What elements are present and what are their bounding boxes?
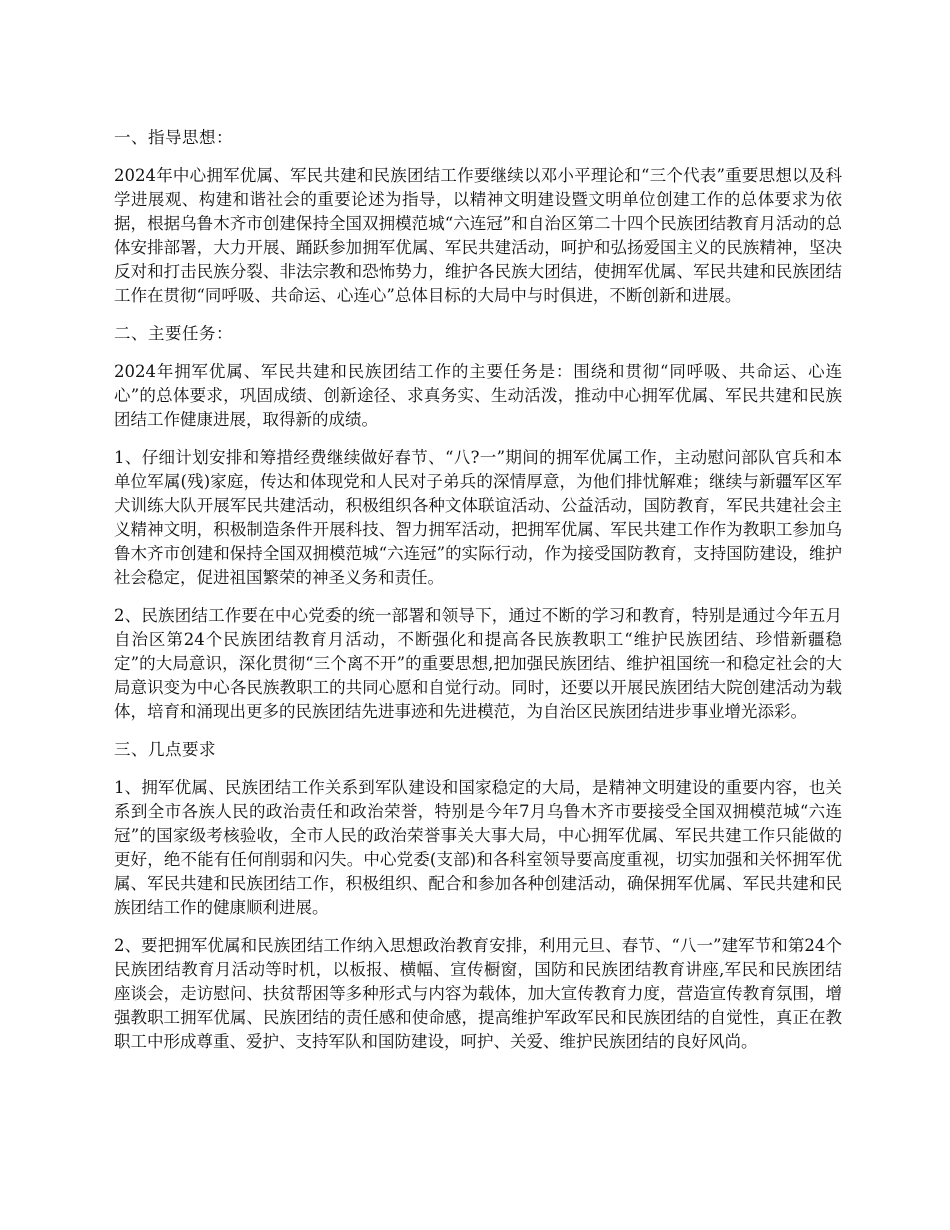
section-heading-main-tasks: 二、主要任务： xyxy=(114,324,233,343)
paragraph-main-tasks-intro: 2024年拥军优属、军民共建和民族团结工作的主要任务是：围绕和贯彻“同呼吸、共命运、心连心”的总体要求，巩固成绩、创新途径、求真务实、生动活泼，推动中心拥军优属、军民共建和民族团结工作健康进展，取得新的成绩。 xyxy=(114,362,842,429)
section-heading-requirements: 三、几点要求 xyxy=(114,740,216,759)
paragraph-main-tasks-item-2: 2、民族团结工作要在中心党委的统一部署和领导下，通过不断的学习和教育，特别是通过今年五月自治区第24个民族团结教育月活动，不断强化和提高各民族教职工“维护民族团结、珍惜新疆稳定”的大局意识，深化贯彻“三个离不开”的重要思想,把加强民族团结、维护祖国统一和稳定社会的大局意识变为中心各民族教职工的共同心愿和自觉行动。同时，还要以开展民族团结大院创建活动为载体，培育和涌现出更多的民族团结先进事迹和先进模范，为自治区民族团结进步事业增光添彩。 xyxy=(114,606,842,721)
section-heading-guiding-ideology: 一、指导思想： xyxy=(114,128,233,147)
paragraph-guiding-ideology: 2024年中心拥军优属、军民共建和民族团结工作要继续以邓小平理论和“三个代表”重要思想以及科学进展观、构建和谐社会的重要论述为指导，以精神文明建设暨文明单位创建工作的总体要求为依据，根据乌鲁木齐市创建保持全国双拥模范城“六连冠”和自治区第二十四个民族团结教育月活动的总体安排部署，大力开展、踊跃参加拥军优属、军民共建活动，呵护和弘扬爱国主义的民族精神，坚决反对和打击民族分裂、非法宗教和恐怖势力，维护各民族大团结，使拥军优属、军民共建和民族团结工作在贯彻“同呼吸、共命运、心连心”总体目标的大局中与时俱进，不断创新和进展。 xyxy=(114,166,842,305)
paragraph-main-tasks-item-1: 1、仔细计划安排和筹措经费继续做好春节、“八?一”期间的拥军优属工作，主动慰问部队官兵和本单位军属(残)家庭，传达和体现党和人民对子弟兵的深情厚意，为他们排忧解难；继续与新疆军区军犬训练大队开展军民共建活动，积极组织各种文体联谊活动、公益活动，国防教育，军民共建社会主义精神文明，积极制造条件开展科技、智力拥军活动，把拥军优属、军民共建工作作为教职工参加乌鲁木齐市创建和保持全国双拥模范城“六连冠”的实际行动，作为接受国防教育，支持国防建设，维护社会稳定，促进祖国繁荣的神圣义务和责任。 xyxy=(114,448,842,587)
paragraph-requirements-item-1: 1、拥军优属、民族团结工作关系到军队建设和国家稳定的大局，是精神文明建设的重要内容，也关系到全市各族人民的政治责任和政治荣誉，特别是今年7月乌鲁木齐市要接受全国双拥模范城“六连冠”的国家级考核验收，全市人民的政治荣誉事关大事大局，中心拥军优属、军民共建工作只能做的更好，绝不能有任何削弱和闪失。中心党委(支部)和各科室领导要高度重视，切实加强和关怀拥军优属、军民共建和民族团结工作，积极组织、配合和参加各种创建活动，确保拥军优属、军民共建和民族团结工作的健康顺利进展。 xyxy=(114,778,842,917)
document-body xyxy=(114,126,842,1068)
paragraph-requirements-item-2: 2、要把拥军优属和民族团结工作纳入思想政治教育安排，利用元旦、春节、“八一”建军节和第24个民族团结教育月活动等时机，以板报、横幅、宣传橱窗，国防和民族团结教育讲座,军民和民族团结座谈会，走访慰问、扶贫帮困等多种形式与内容为载体，加大宣传教育力度，营造宣传教育氛围，增强教职工拥军优属、民族团结的责任感和使命感，提高维护军政军民和民族团结的自觉性，真正在教职工中形成尊重、爱护、支持军队和国防建设，呵护、关爱、维护民族团结的良好风尚。 xyxy=(114,936,842,1051)
